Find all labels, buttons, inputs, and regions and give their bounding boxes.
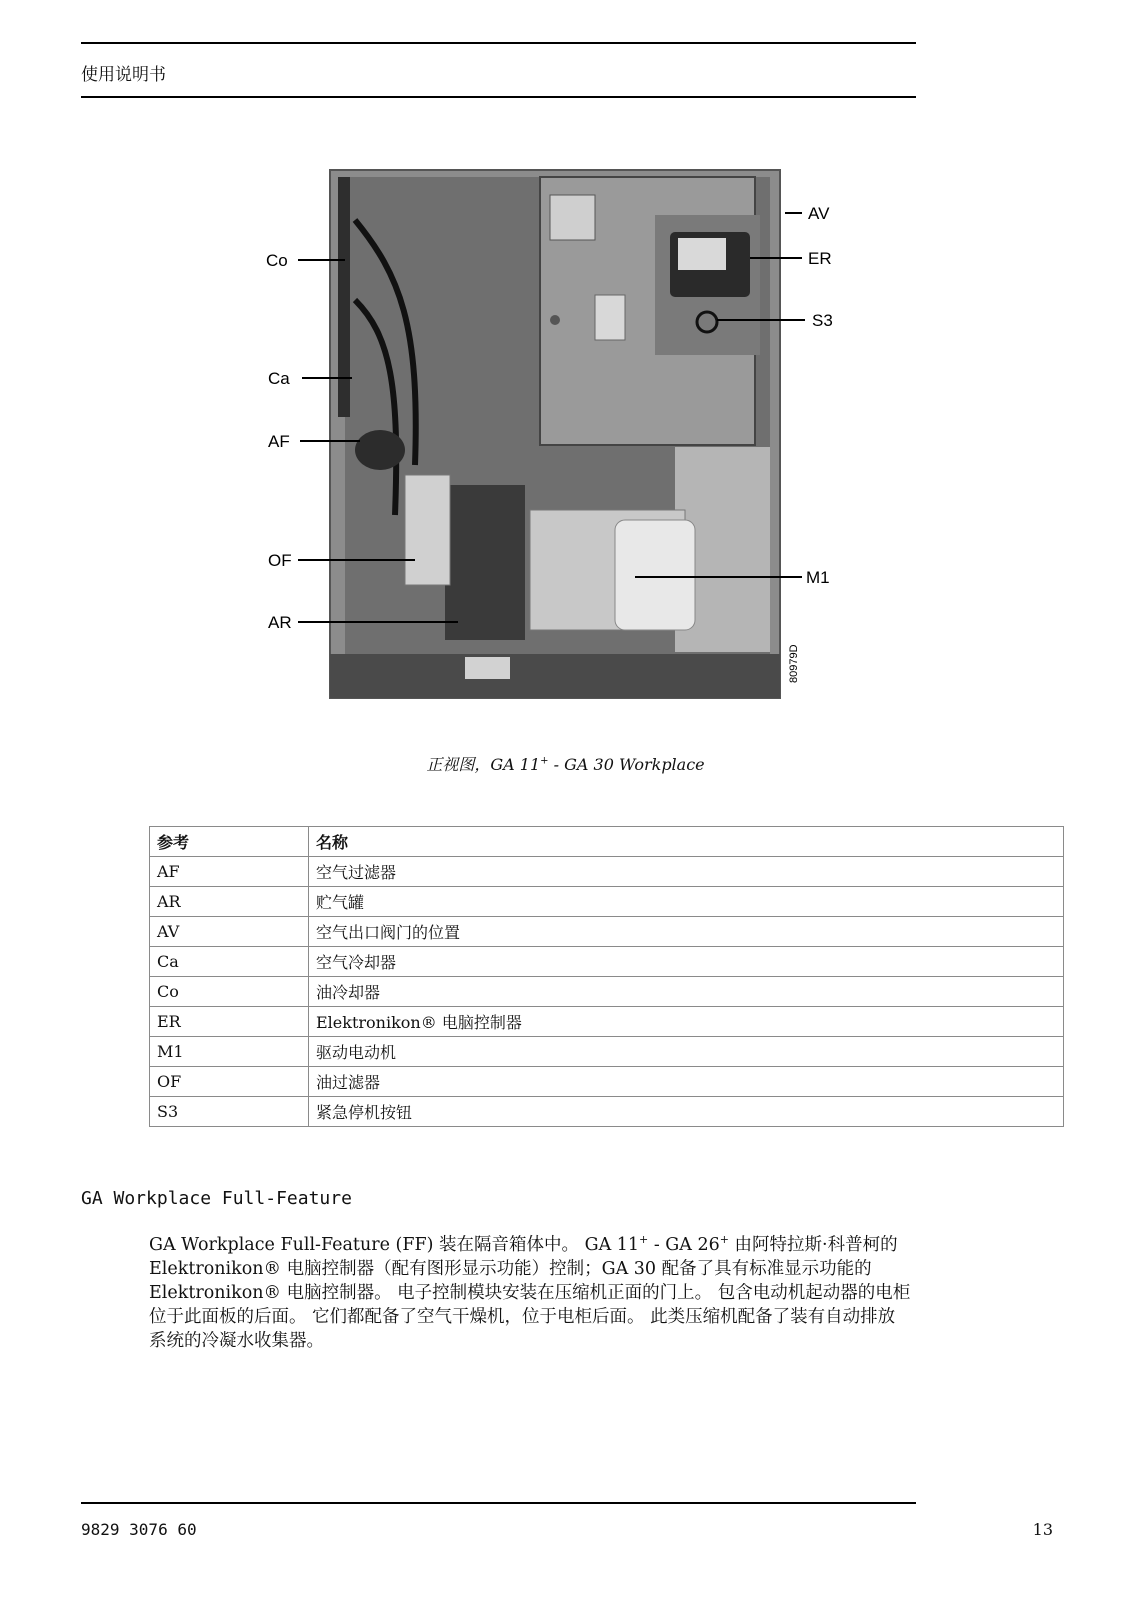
ref-cell: Ca bbox=[150, 947, 309, 977]
figure-caption: 正视图，GA 11+ - GA 30 Workplace bbox=[426, 755, 705, 774]
section-title: GA Workplace Full-Feature bbox=[81, 1188, 352, 1209]
header-rule-bottom bbox=[81, 96, 916, 98]
name-cell: Elektronikon® 电脑控制器 bbox=[309, 1007, 1064, 1037]
callout-av: AV bbox=[808, 204, 830, 223]
name-cell: 空气冷却器 bbox=[309, 947, 1064, 977]
reference-table bbox=[149, 826, 1064, 1127]
callout-of: OF bbox=[268, 551, 292, 570]
callout-co: Co bbox=[266, 251, 288, 270]
paragraph-line-2: Elektronikon® 电脑控制器（配有图形显示功能）控制；GA 30 配备了具有标准显示功能的 bbox=[149, 1258, 872, 1279]
table-row bbox=[150, 947, 1064, 977]
callout-er: ER bbox=[808, 249, 832, 268]
name-cell: 油过滤器 bbox=[309, 1067, 1064, 1097]
ref-cell: S3 bbox=[150, 1097, 309, 1127]
name-cell: 贮气罐 bbox=[309, 887, 1064, 917]
page-number: 13 bbox=[1032, 1520, 1053, 1539]
name-cell: 空气过滤器 bbox=[309, 857, 1064, 887]
callout-ca: Ca bbox=[268, 369, 290, 388]
paragraph-line-4: 位于此面板的后面。 它们都配备了空气干燥机，位于电柜后面。 此类压缩机配备了装有自动排放 bbox=[149, 1306, 896, 1327]
callout-ar: AR bbox=[268, 613, 292, 632]
cabinet-base bbox=[330, 654, 780, 698]
ref-cell: AR bbox=[150, 887, 309, 917]
name-cell: 油冷却器 bbox=[309, 977, 1064, 1007]
table-header-row bbox=[150, 827, 1064, 857]
table-row bbox=[150, 887, 1064, 917]
name-cell: 紧急停机按钮 bbox=[309, 1097, 1064, 1127]
table-row bbox=[150, 917, 1064, 947]
table-row bbox=[150, 857, 1064, 887]
footer-rule bbox=[81, 1502, 916, 1504]
column-header-reference: 参考 bbox=[150, 827, 309, 857]
column-header-name: 名称 bbox=[309, 827, 1064, 857]
name-cell: 空气出口阀门的位置 bbox=[309, 917, 1064, 947]
ref-cell: AV bbox=[150, 917, 309, 947]
cooler-bar bbox=[338, 177, 350, 417]
ref-cell: Co bbox=[150, 977, 309, 1007]
name-cell: 驱动电动机 bbox=[309, 1037, 1064, 1067]
table-row bbox=[150, 1067, 1064, 1097]
paragraph-line-3: Elektronikon® 电脑控制器。 电子控制模块安装在压缩机正面的门上。 包含电动机起动器的电柜 bbox=[149, 1282, 911, 1303]
ref-cell: AF bbox=[150, 857, 309, 887]
table-row bbox=[150, 1007, 1064, 1037]
section-paragraph bbox=[149, 1228, 1064, 1353]
paragraph-line-1: GA Workplace Full-Feature (FF) 装在隔音箱体中。 GA 11+ - GA 26+ 由阿特拉斯·科普柯的 bbox=[149, 1233, 898, 1255]
header-title: 使用说明书 bbox=[81, 65, 166, 85]
compressor-front-view-figure bbox=[250, 165, 870, 725]
table-row bbox=[150, 977, 1064, 1007]
callout-af: AF bbox=[268, 432, 290, 451]
table-row bbox=[150, 1037, 1064, 1067]
callout-s3: S3 bbox=[812, 311, 833, 330]
oil-filter-shape bbox=[405, 475, 450, 585]
header-rule-top bbox=[81, 42, 916, 44]
callout-m1: M1 bbox=[806, 568, 830, 587]
ref-cell: M1 bbox=[150, 1037, 309, 1067]
table-row bbox=[150, 1097, 1064, 1127]
document-number: 9829 3076 60 bbox=[81, 1520, 197, 1539]
image-code: 80979D bbox=[788, 644, 800, 683]
paragraph-line-5: 系统的冷凝水收集器。 bbox=[149, 1330, 324, 1351]
air-filter-shape bbox=[355, 430, 405, 470]
ref-cell: ER bbox=[150, 1007, 309, 1037]
air-receiver-shape bbox=[445, 485, 525, 640]
ref-cell: OF bbox=[150, 1067, 309, 1097]
